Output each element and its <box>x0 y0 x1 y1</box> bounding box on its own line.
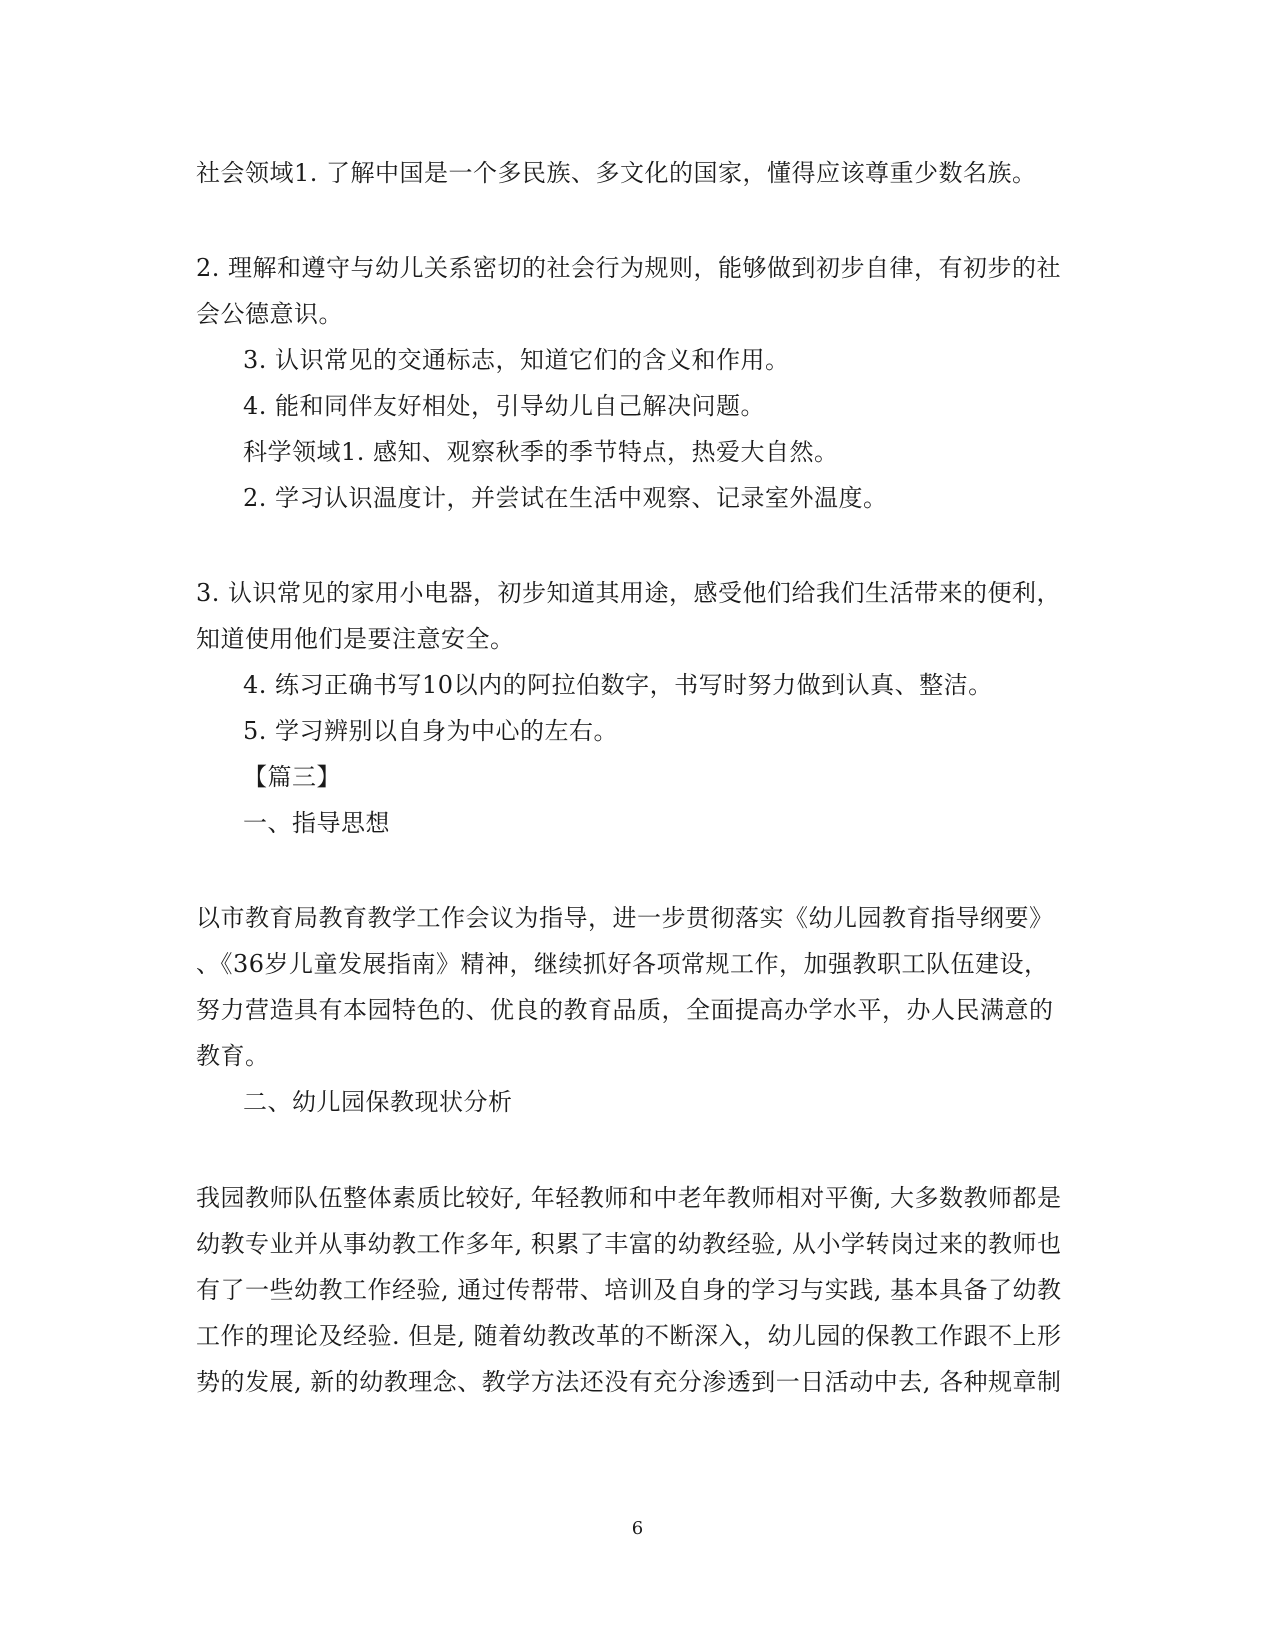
text-line: 教育。 <box>196 1042 270 1070</box>
text-line: 4. 能和同伴友好相处，引导幼儿自己解决问题。 <box>243 392 766 420</box>
page-number: 6 <box>631 1518 644 1539</box>
text-line: 2. 学习认识温度计，并尝试在生活中观察、记录室外温度。 <box>243 484 888 512</box>
text-line: 工作的理论及经验. 但是, 随着幼教改革的不断深入，幼儿园的保教工作跟不上形 <box>196 1322 1062 1350</box>
section-heading: 一、指导思想 <box>243 809 390 837</box>
text-line: 会公德意识。 <box>196 300 343 328</box>
text-line: 知道使用他们是要注意安全。 <box>196 625 515 653</box>
text-line: 幼教专业并从事幼教工作多年, 积累了丰富的幼教经验, 从小学转岗过来的教师也 <box>196 1230 1062 1258</box>
text-line: 以市教育局教育教学工作会议为指导，进一步贯彻落实《幼儿园教育指导纲要》 <box>196 904 1054 932</box>
text-line: 我园教师队伍整体素质比较好, 年轻教师和中老年教师相对平衡, 大多数教师都是 <box>196 1184 1062 1212</box>
text-line: 努力营造具有本园特色的、优良的教育品质，全面提高办学水平，办人民满意的 <box>196 996 1054 1024</box>
text-line: 3. 认识常见的家用小电器，初步知道其用途，感受他们给我们生活带来的便利， <box>196 579 1062 607</box>
section-heading: 【篇三】 <box>243 763 341 791</box>
text-line: 科学领域1. 感知、观察秋季的季节特点，热爱大自然。 <box>243 438 839 466</box>
text-line: 2. 理解和遵守与幼儿关系密切的社会行为规则，能够做到初步自律，有初步的社 <box>196 254 1062 282</box>
text-line: 4. 练习正确书写10以内的阿拉伯数字，书写时努力做到认真、整洁。 <box>243 671 993 699</box>
text-line: 5. 学习辨别以自身为中心的左右。 <box>243 717 619 745</box>
text-line: 势的发展, 新的幼教理念、教学方法还没有充分渗透到一日活动中去, 各种规章制 <box>196 1368 1062 1396</box>
text-line: 3. 认识常见的交通标志，知道它们的含义和作用。 <box>243 346 790 374</box>
text-line: 、《36岁儿童发展指南》精神，继续抓好各项常规工作，加强教职工队伍建设， <box>196 950 1049 978</box>
text-line: 有了一些幼教工作经验, 通过传帮带、培训及自身的学习与实践, 基本具备了幼教 <box>196 1276 1062 1304</box>
text-line: 社会领域1. 了解中国是一个多民族、多文化的国家，懂得应该尊重少数名族。 <box>196 159 1037 187</box>
section-heading: 二、幼儿园保教现状分析 <box>243 1088 513 1116</box>
